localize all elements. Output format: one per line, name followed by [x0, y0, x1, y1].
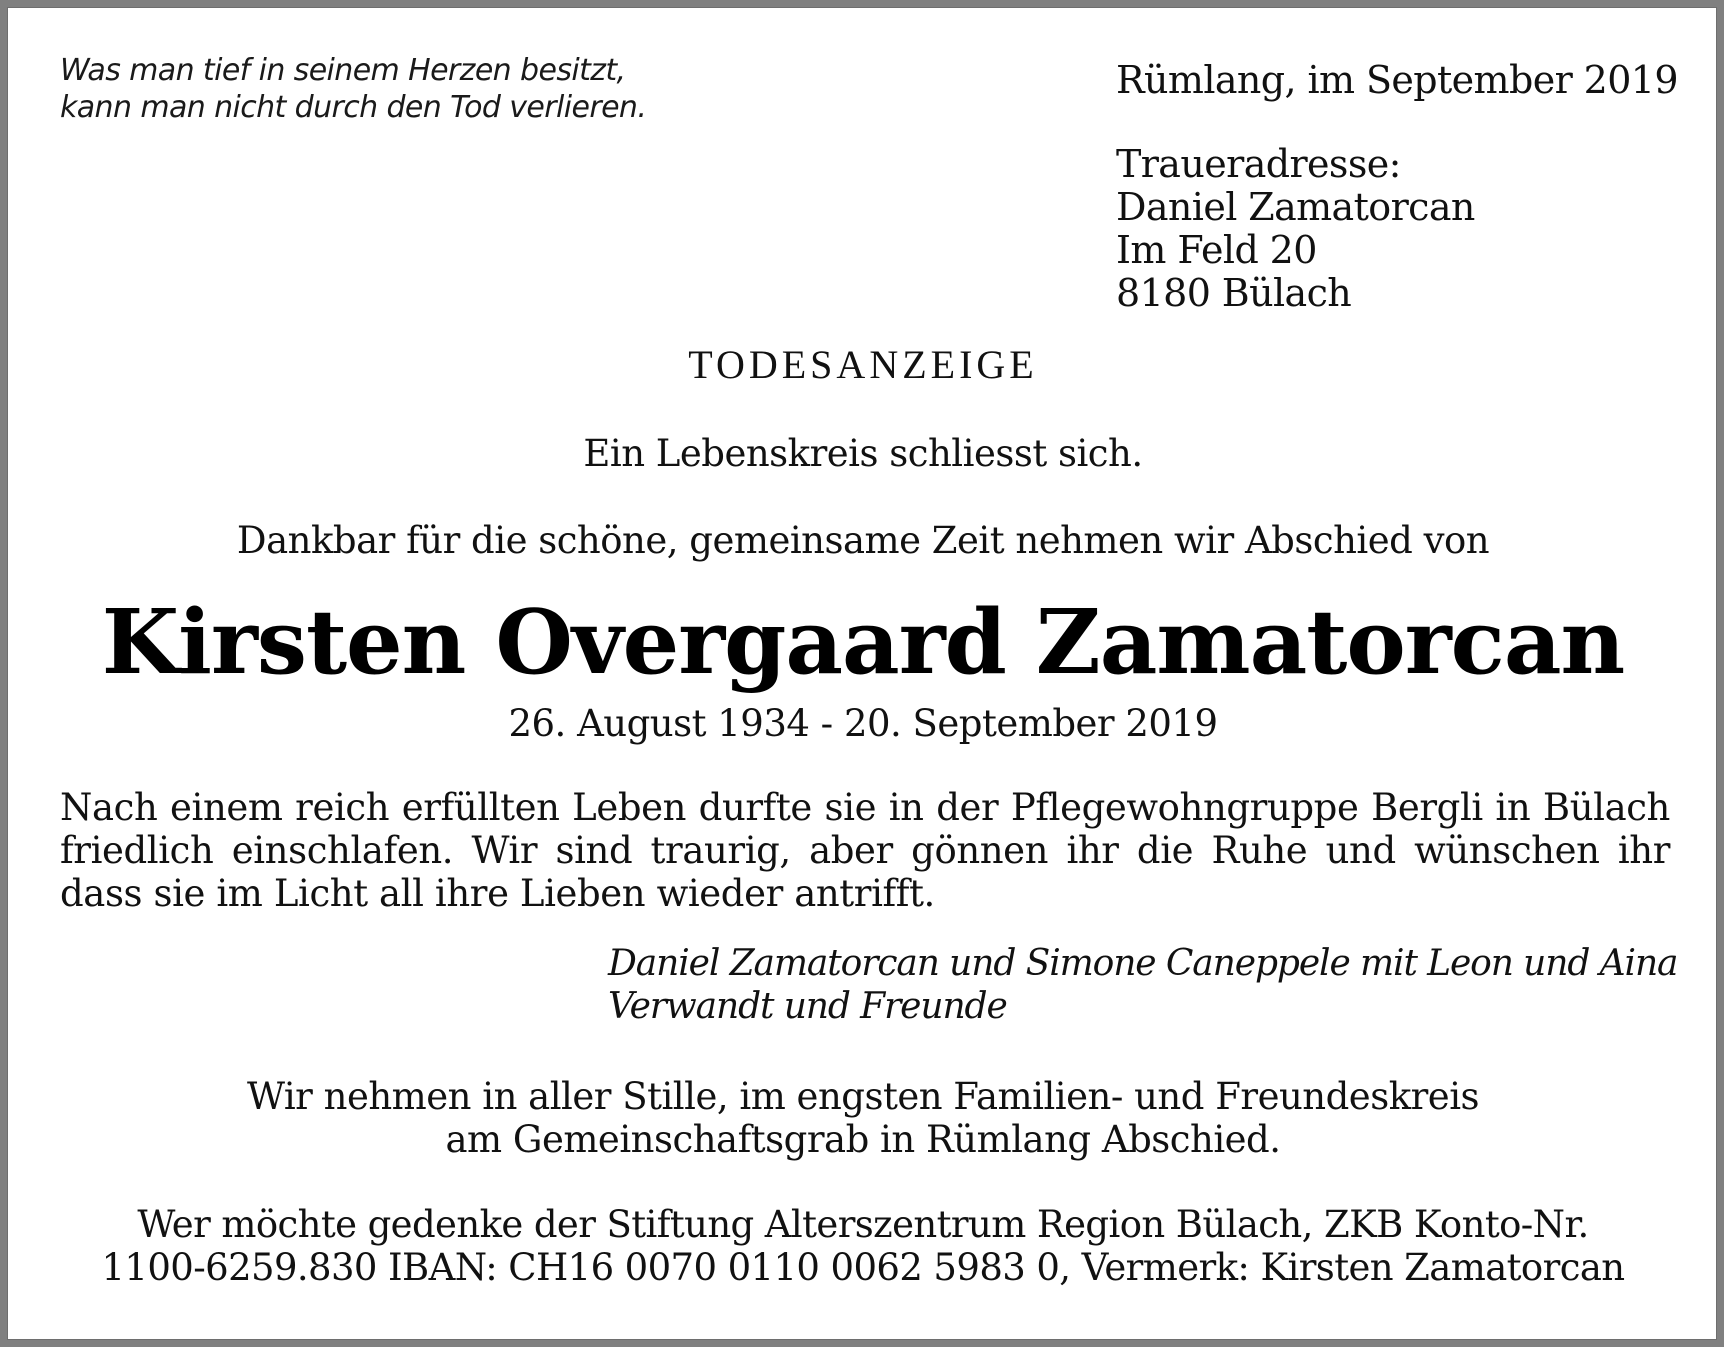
signature-line-1: Daniel Zamatorcan und Simone Caneppele mit Leon und Aina: [608, 943, 1678, 984]
donation-information: [8, 1203, 1718, 1289]
deceased-name: Kirsten Overgaard Zamatorcan: [101, 589, 1625, 694]
address-city: 8180 Bülach: [1116, 271, 1352, 315]
address-name: Daniel Zamatorcan: [1116, 185, 1475, 229]
mourning-address: [1116, 143, 1475, 315]
motto-quote: [60, 52, 700, 126]
body-paragraph: Nach einem reich erfüllten Leben durfte sie in der Pflegewohngruppe Bergli in Bülach friedlich einschlafen. Wir sind traurig, aber gönnen ihr die Ruhe und wünschen ihr dass sie im Licht all ihre Lieben wieder antrifft.: [60, 786, 1670, 915]
motto-line-2: kann man nicht durch den Tod verlieren.: [60, 90, 647, 125]
funeral-information: [8, 1075, 1718, 1161]
place-and-date: Rümlang, im September 2019: [1116, 58, 1678, 102]
donation-line-2: 1100-6259.830 IBAN: CH16 0070 0110 0062 5983 0, Vermerk: Kirsten Zamatorcan: [101, 1246, 1625, 1289]
address-street: Im Feld 20: [1116, 228, 1317, 272]
intro-text: Dankbar für die schöne, gemeinsame Zeit nehmen wir Abschied von: [236, 519, 1490, 562]
obituary-notice: [7, 7, 1717, 1340]
funeral-line-2: am Gemeinschaftsgrab in Rümlang Abschied.: [445, 1118, 1281, 1161]
notice-heading: TODESANZEIGE: [688, 342, 1038, 387]
address-label: Traueradresse:: [1116, 142, 1401, 186]
notice-subheading: Ein Lebenskreis schliesst sich.: [583, 432, 1143, 475]
funeral-line-1: Wir nehmen in aller Stille, im engsten Familien- und Freundeskreis: [246, 1075, 1480, 1118]
signature-line-2: Verwandt und Freunde: [608, 986, 1007, 1027]
donation-line-1: Wer möchte gedenke der Stiftung Alterszentrum Region Bülach, ZKB Konto-Nr.: [137, 1203, 1589, 1246]
life-dates: 26. August 1934 - 20. September 2019: [508, 702, 1218, 745]
motto-line-1: Was man tief in seinem Herzen besitzt,: [60, 53, 626, 88]
mourners-signature: [608, 942, 1677, 1028]
